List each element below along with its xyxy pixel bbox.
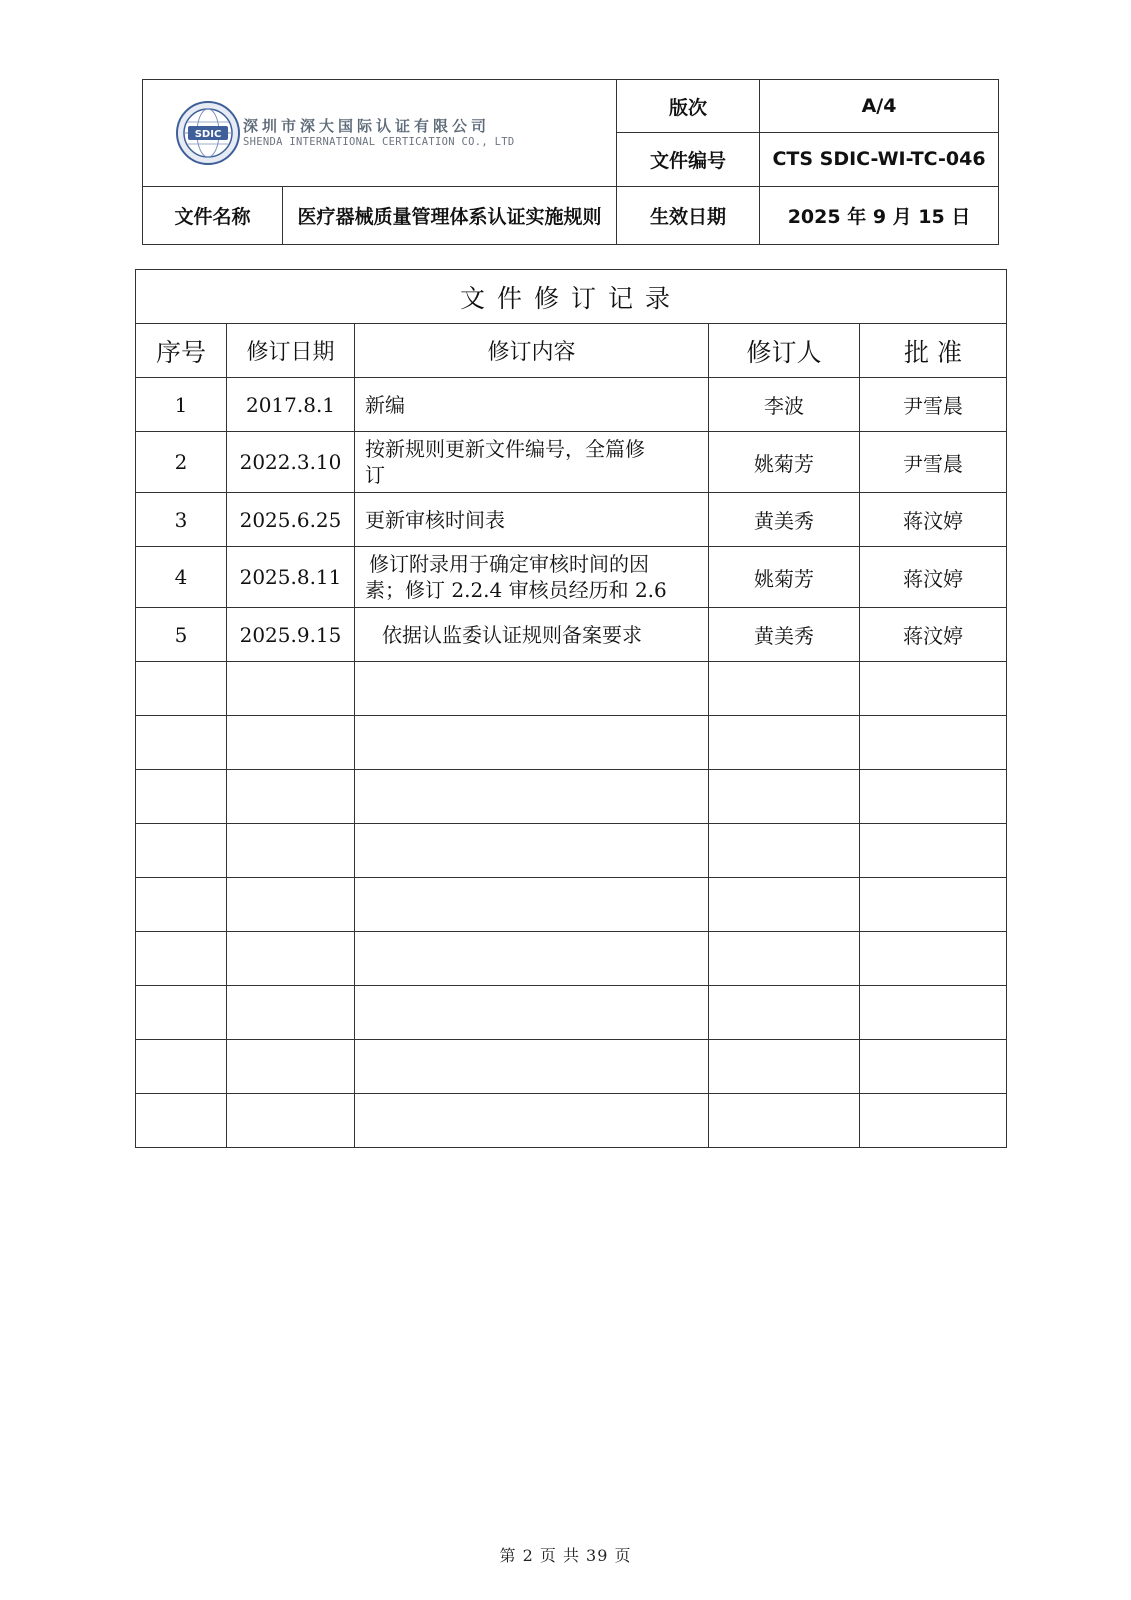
effective-date-value: 2025 年 9 月 15 日 bbox=[760, 186, 999, 244]
document-header-table bbox=[142, 79, 999, 245]
row-no: 1 bbox=[136, 378, 227, 432]
logo-abbrev: SDIC bbox=[194, 128, 222, 140]
empty-cell bbox=[709, 662, 860, 716]
empty-cell bbox=[227, 1094, 355, 1148]
column-header-date: 修订日期 bbox=[227, 324, 355, 378]
empty-cell bbox=[136, 1094, 227, 1148]
empty-table-row bbox=[136, 932, 1007, 986]
doc-name-label: 文件名称 bbox=[143, 186, 283, 244]
table-row bbox=[136, 432, 1007, 493]
empty-cell bbox=[709, 1040, 860, 1094]
doc-number-value: CTS SDIC-WI-TC-046 bbox=[760, 133, 999, 186]
row-date: 2022.3.10 bbox=[227, 432, 355, 493]
empty-cell bbox=[136, 932, 227, 986]
doc-number-label: 文件编号 bbox=[617, 133, 760, 186]
empty-cell bbox=[136, 824, 227, 878]
row-author: 姚菊芳 bbox=[709, 432, 860, 493]
empty-cell bbox=[709, 770, 860, 824]
row-date: 2025.9.15 bbox=[227, 608, 355, 662]
empty-cell bbox=[136, 1040, 227, 1094]
empty-cell bbox=[709, 878, 860, 932]
empty-cell bbox=[227, 878, 355, 932]
empty-table-row bbox=[136, 662, 1007, 716]
table-row bbox=[136, 547, 1007, 608]
company-name-cn: 深圳市深大国际认证有限公司 bbox=[243, 116, 491, 135]
row-approver: 蒋汶婷 bbox=[860, 493, 1007, 547]
empty-cell bbox=[227, 770, 355, 824]
empty-cell bbox=[709, 986, 860, 1040]
empty-cell bbox=[355, 1094, 709, 1148]
row-author: 黄美秀 bbox=[709, 608, 860, 662]
row-content: 按新规则更新文件编号，全篇修 订 bbox=[355, 432, 709, 493]
row-author: 黄美秀 bbox=[709, 493, 860, 547]
empty-cell bbox=[227, 662, 355, 716]
row-date: 2017.8.1 bbox=[227, 378, 355, 432]
empty-cell bbox=[709, 716, 860, 770]
empty-cell bbox=[136, 770, 227, 824]
column-header-approver: 批 准 bbox=[860, 324, 1007, 378]
company-logo-cell bbox=[143, 80, 617, 187]
empty-cell bbox=[355, 716, 709, 770]
row-approver: 蒋汶婷 bbox=[860, 547, 1007, 608]
version-value: A/4 bbox=[760, 80, 999, 133]
table-row bbox=[136, 493, 1007, 547]
empty-cell bbox=[860, 932, 1007, 986]
revision-table-title: 文件修订记录 bbox=[136, 270, 1007, 324]
effective-date-label: 生效日期 bbox=[617, 186, 760, 244]
empty-cell bbox=[355, 878, 709, 932]
empty-cell bbox=[136, 878, 227, 932]
row-content: 新编 bbox=[355, 378, 709, 432]
empty-cell bbox=[136, 716, 227, 770]
row-content: 修订附录用于确定审核时间的因 素；修订 2.2.4 审核员经历和 2.6 bbox=[355, 547, 709, 608]
empty-cell bbox=[227, 986, 355, 1040]
empty-cell bbox=[227, 932, 355, 986]
row-no: 2 bbox=[136, 432, 227, 493]
empty-table-row bbox=[136, 824, 1007, 878]
empty-cell bbox=[860, 878, 1007, 932]
empty-cell bbox=[355, 824, 709, 878]
empty-table-row bbox=[136, 1094, 1007, 1148]
empty-table-row bbox=[136, 716, 1007, 770]
empty-cell bbox=[136, 986, 227, 1040]
row-content: 更新审核时间表 bbox=[355, 493, 709, 547]
column-header-no: 序号 bbox=[136, 324, 227, 378]
column-header-content: 修订内容 bbox=[355, 324, 709, 378]
empty-table-row bbox=[136, 986, 1007, 1040]
empty-cell bbox=[355, 986, 709, 1040]
row-approver: 蒋汶婷 bbox=[860, 608, 1007, 662]
empty-cell bbox=[355, 1040, 709, 1094]
row-content: 依据认监委认证规则备案要求 bbox=[355, 608, 709, 662]
empty-table-row bbox=[136, 1040, 1007, 1094]
row-approver: 尹雪晨 bbox=[860, 378, 1007, 432]
empty-cell bbox=[136, 662, 227, 716]
empty-cell bbox=[860, 1094, 1007, 1148]
empty-table-row bbox=[136, 878, 1007, 932]
doc-name-value: 医疗器械质量管理体系认证实施规则 bbox=[283, 186, 617, 244]
row-no: 3 bbox=[136, 493, 227, 547]
row-author: 李波 bbox=[709, 378, 860, 432]
empty-cell bbox=[860, 824, 1007, 878]
version-label: 版次 bbox=[617, 80, 760, 133]
empty-cell bbox=[860, 716, 1007, 770]
empty-cell bbox=[860, 1040, 1007, 1094]
empty-cell bbox=[709, 1094, 860, 1148]
empty-table-row bbox=[136, 770, 1007, 824]
empty-cell bbox=[860, 770, 1007, 824]
row-author: 姚菊芳 bbox=[709, 547, 860, 608]
row-no: 5 bbox=[136, 608, 227, 662]
row-no: 4 bbox=[136, 547, 227, 608]
table-row bbox=[136, 378, 1007, 432]
page-number: 第 2 页 共 39 页 bbox=[499, 1546, 632, 1565]
empty-cell bbox=[860, 986, 1007, 1040]
row-date: 2025.6.25 bbox=[227, 493, 355, 547]
empty-rows-group bbox=[136, 662, 1007, 1148]
empty-cell bbox=[227, 824, 355, 878]
column-header-author: 修订人 bbox=[709, 324, 860, 378]
company-name-en: SHENDA INTERNATIONAL CERTICATION CO., LTD bbox=[243, 135, 515, 148]
empty-cell bbox=[860, 662, 1007, 716]
company-logo-icon bbox=[175, 100, 241, 166]
empty-cell bbox=[355, 770, 709, 824]
empty-cell bbox=[709, 824, 860, 878]
table-row bbox=[136, 608, 1007, 662]
row-date: 2025.8.11 bbox=[227, 547, 355, 608]
empty-cell bbox=[709, 932, 860, 986]
empty-cell bbox=[227, 1040, 355, 1094]
empty-cell bbox=[355, 662, 709, 716]
empty-cell bbox=[355, 932, 709, 986]
row-approver: 尹雪晨 bbox=[860, 432, 1007, 493]
revision-table-header bbox=[136, 324, 1007, 378]
revision-record-table bbox=[135, 269, 1007, 1148]
empty-cell bbox=[227, 716, 355, 770]
